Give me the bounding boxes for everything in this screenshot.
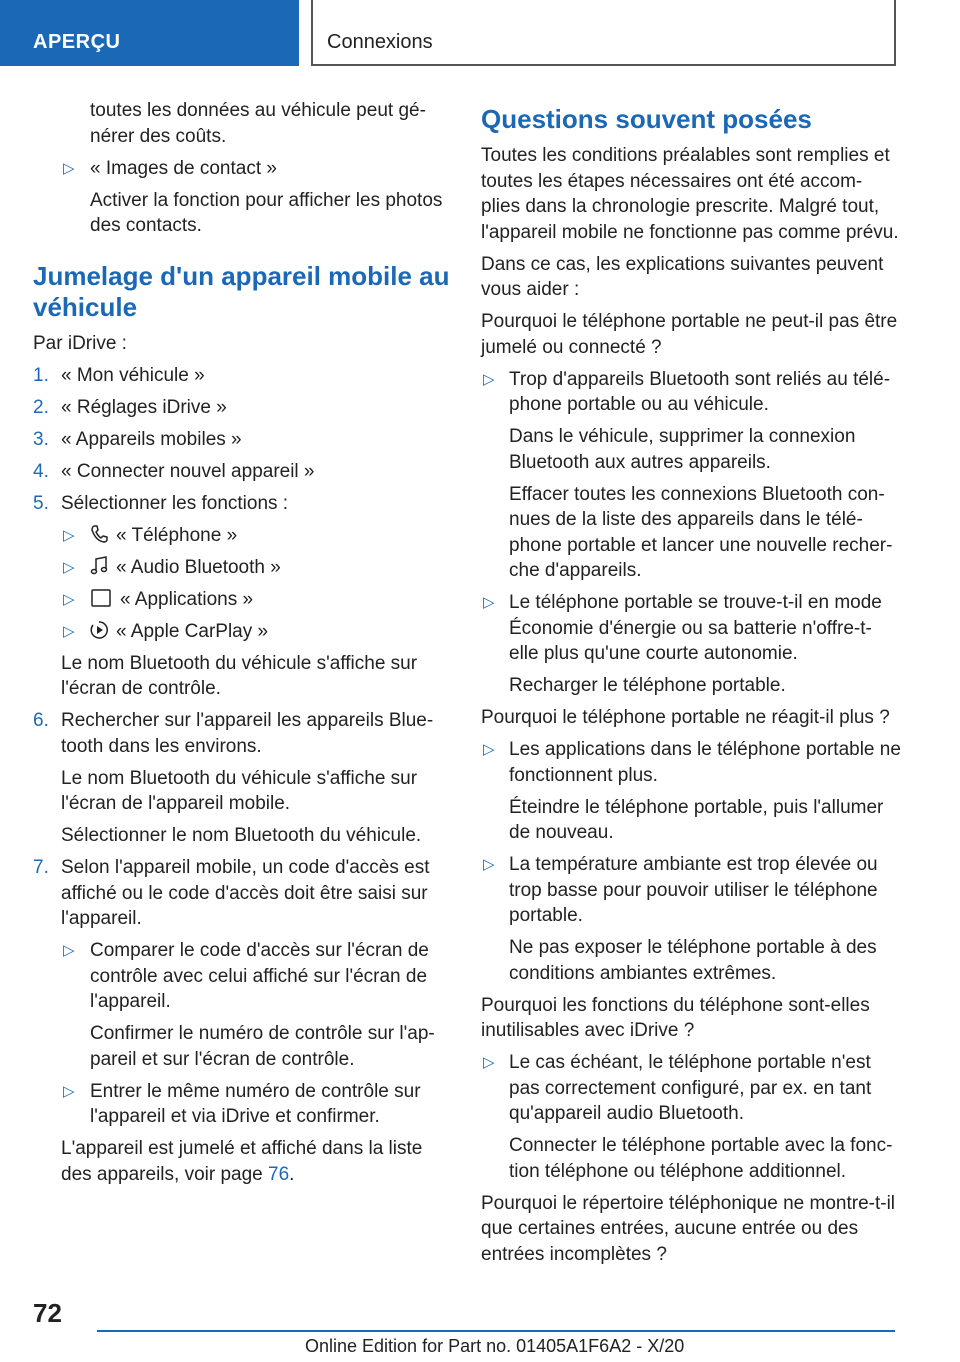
step-item xyxy=(33,708,451,759)
bullet-triangle-icon: ▷ xyxy=(63,526,75,544)
item-description: Dans le véhicule, supprimer la connexion Bluetooth aux autres appareils. xyxy=(509,426,856,473)
final-note-text: L'appareil est jumelé et affiché dans la liste des appareils, voir page xyxy=(61,1138,423,1185)
music-note-icon xyxy=(90,556,108,576)
final-note xyxy=(33,1136,451,1187)
step-text: « Appareils mobiles » xyxy=(61,428,242,450)
bullet-triangle-icon: ▷ xyxy=(483,370,495,388)
carplay-icon xyxy=(90,620,108,640)
step-number: 7. xyxy=(33,857,49,878)
bullet-triangle-icon: ▷ xyxy=(63,590,75,608)
apps-icon xyxy=(90,588,112,608)
function-label: « Apple CarPlay » xyxy=(116,620,269,642)
list-item xyxy=(33,156,451,182)
page-number: 72 xyxy=(33,1298,62,1328)
step-number: 3. xyxy=(33,428,49,450)
bullet-triangle-icon: ▷ xyxy=(483,594,495,611)
footer-divider xyxy=(97,1330,895,1332)
intro-text: Toutes les conditions préalables sont remplies et toutes les étapes nécessaires ont été accom-plies dans la chronologie prescrite. Malgré tout, l'appareil mobile ne fonctionne pas comme prévu. xyxy=(481,145,899,243)
step-note: Sélectionner le nom Bluetooth du véhicule. xyxy=(61,825,422,846)
right-column xyxy=(481,98,901,1274)
list-item-text: Trop d'appareils Bluetooth sont reliés au télé-phone portable ou au véhicule. xyxy=(509,368,891,415)
function-item xyxy=(33,555,451,581)
step-number: 5. xyxy=(33,492,49,514)
list-item-text: Les applications dans le téléphone portable ne fonctionnent plus. xyxy=(509,739,901,786)
step-item xyxy=(33,395,451,421)
page-link[interactable]: 76 xyxy=(268,1163,290,1185)
faq-question: Pourquoi le téléphone portable ne réagit-il plus ? xyxy=(481,707,890,728)
step-item xyxy=(33,459,451,485)
list-item xyxy=(481,737,901,788)
bullet-triangle-icon: ▷ xyxy=(63,622,75,640)
step-text: Sélectionner les fonctions : xyxy=(61,492,289,514)
phone-icon xyxy=(90,524,108,544)
faq-question: Pourquoi le répertoire téléphonique ne montre-t-il que certaines entrées, aucune entrée ou des entrées incomplètes ? xyxy=(481,1192,896,1265)
intro-text: Dans ce cas, les explications suivantes peuvent vous aider : xyxy=(481,253,884,300)
item-description: Éteindre le téléphone portable, puis l'allumer de nouveau. xyxy=(509,796,884,843)
section-heading-faq: Questions souvent posées xyxy=(481,104,812,134)
list-item xyxy=(481,852,901,929)
list-item xyxy=(481,1050,901,1127)
list-item xyxy=(33,1079,451,1130)
bullet-triangle-icon: ▷ xyxy=(63,159,75,177)
item-description: Connecter le téléphone portable avec la fonc-tion téléphone ou téléphone additionnel. xyxy=(509,1135,893,1182)
bullet-triangle-icon: ▷ xyxy=(63,558,75,576)
faq-question: Pourquoi le téléphone portable ne peut-il pas être jumelé ou connecté ? xyxy=(481,311,898,358)
step-item xyxy=(33,427,451,453)
step-note: Le nom Bluetooth du véhicule s'affiche sur l'écran de contrôle. xyxy=(61,652,418,699)
continued-text: toutes les données au véhicule peut gé-nérer des coûts. xyxy=(90,100,426,147)
item-description: Ne pas exposer le téléphone portable à des conditions ambiantes extrêmes. xyxy=(509,937,877,984)
chapter-tab[interactable]: APERÇU xyxy=(0,0,299,66)
step-text: Selon l'appareil mobile, un code d'accès est affiché ou le code d'accès doit être saisi sur l'appareil. xyxy=(61,857,430,929)
step-text: « Réglages iDrive » xyxy=(61,396,227,418)
bullet-triangle-icon: ▷ xyxy=(483,856,495,873)
item-description: Recharger le téléphone portable. xyxy=(509,675,786,696)
function-label: « Applications » xyxy=(120,588,254,610)
function-item xyxy=(33,587,451,613)
intro-text: Par iDrive : xyxy=(33,332,127,354)
step-item xyxy=(33,363,451,389)
step-text: Rechercher sur l'appareil les appareils Blue-tooth dans les environs. xyxy=(61,710,434,757)
function-label: « Téléphone » xyxy=(116,524,238,546)
item-description: Effacer toutes les connexions Bluetooth con-nues de la liste des appareils dans le télé-phone portable et lancer une nouvelle recher-che d'appareils. xyxy=(509,483,893,581)
list-item xyxy=(33,938,451,1015)
function-label: « Audio Bluetooth » xyxy=(116,556,281,578)
list-item-text: Le téléphone portable se trouve-t-il en mode Économie d'énergie ou sa batterie n'offre-t-elle plus qu'une courte autonomie. xyxy=(509,592,882,664)
step-number: 6. xyxy=(33,710,49,731)
step-item xyxy=(33,491,451,517)
step-text: « Mon véhicule » xyxy=(61,364,205,386)
faq-question: Pourquoi les fonctions du téléphone sont-elles inutilisables avec iDrive ? xyxy=(481,994,870,1041)
list-item-text: Comparer le code d'accès sur l'écran de contrôle avec celui affiché sur l'écran de l'appareil. xyxy=(90,940,429,1012)
edition-footer: Online Edition for Part no. 01405A1F6A2 - X/20 xyxy=(305,1336,685,1356)
list-item xyxy=(481,590,901,667)
step-number: 1. xyxy=(33,364,49,386)
section-title: Connexions xyxy=(311,0,896,66)
step-number: 4. xyxy=(33,460,49,482)
step-number: 2. xyxy=(33,396,49,418)
list-item-text: « Images de contact » xyxy=(90,157,277,179)
item-description: Activer la fonction pour afficher les photos des contacts. xyxy=(90,189,443,236)
step-text: « Connecter nouvel appareil » xyxy=(61,460,315,482)
list-item xyxy=(481,367,901,418)
step-item xyxy=(33,855,451,932)
function-item xyxy=(33,523,451,549)
bullet-triangle-icon: ▷ xyxy=(483,1054,495,1071)
list-item-text: Entrer le même numéro de contrôle sur l'appareil et via iDrive et confirmer. xyxy=(90,1080,421,1127)
step-note: Le nom Bluetooth du véhicule s'affiche sur l'écran de l'appareil mobile. xyxy=(61,767,418,814)
bullet-triangle-icon: ▷ xyxy=(483,741,495,758)
function-item xyxy=(33,619,451,645)
bullet-triangle-icon: ▷ xyxy=(63,1082,75,1100)
final-note-end: . xyxy=(289,1163,295,1185)
item-description: Confirmer le numéro de contrôle sur l'ap-pareil et sur l'écran de contrôle. xyxy=(90,1023,435,1070)
left-column xyxy=(33,98,451,1194)
bullet-triangle-icon: ▷ xyxy=(63,942,75,959)
section-heading-pairing: Jumelage d'un appareil mobile au véhicule xyxy=(33,260,450,322)
list-item-text: La température ambiante est trop élevée ou trop basse pour pouvoir utiliser le téléphone portable. xyxy=(509,854,878,926)
list-item-text: Le cas échéant, le téléphone portable n'est pas correctement configuré, par ex. en tant qu'appareil audio Bluetooth. xyxy=(509,1052,872,1124)
